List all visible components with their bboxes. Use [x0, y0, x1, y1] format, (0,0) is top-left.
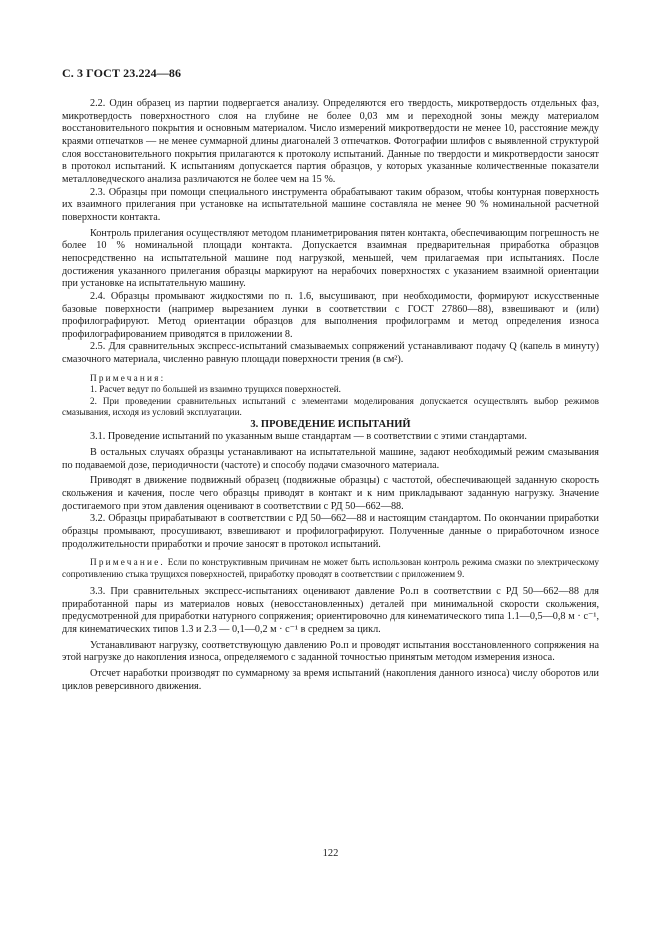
section-3-title: 3. ПРОВЕДЕНИЕ ИСПЫТАНИЙ	[250, 418, 411, 430]
paragraph-3-1-drive: Приводят в движение подвижный образец (подвижные образцы) с частотой, обеспечивающей заданную скорость скольжения и качения, после чего образцы приводят в контакт и к ним прикладывают заданную нагрузку. Значение достигаемого при этом давления оценивают в соответствии с РД 50—662—88.	[62, 475, 599, 512]
paragraph-2-3-contact-control: Контроль прилегания осуществляют методом планиметрирования пятен контакта, обеспечивающим погрешность не более 10 % номинальной площади контакта. Допускается взаимная предварительная приработка образцов непосредственно на испытательной машине под нагрузкой, меньшей, чем прилагаемая при испытаниях. После достижения указанного прилегания образцы маркируют на нерабочих поверхностях с указанием взаимной ориентации при установке на испытательную машину.	[62, 227, 599, 290]
paragraph-3-3-load: Устанавливают нагрузку, соответствующую давлению Pо.п и проводят испытания восстановленного сопряжения на этой нагрузке до накопления износа, определяемого с заданной точностью принятым методом измерения износа.	[62, 639, 599, 664]
paragraph-2-3: 2.3. Образцы при помощи специального инструмента обрабатывают таким образом, чтобы контурная поверхность их взаимного прилегания при установке на испытательной машине составляла не менее 90 % номинальной расчетной поверхности контакта.	[62, 186, 599, 223]
page-header: С. 3 ГОСТ 23.224—86	[62, 66, 182, 80]
page-number: 122	[322, 848, 339, 859]
paragraph-2-5: 2.5. Для сравнительных экспресс-испытаний смазываемых сопряжений устанавливают подачу Q (капель в минуту) смазочного материала, численно равную площади поверхности трения (в см²).	[62, 341, 599, 366]
paragraph-3-1-setup: В остальных случаях образцы устанавливают на испытательной машине, задают необходимый режим смазывания по подаваемой дозе, периодичности (частоте) и способу подачи смазочного материала.	[62, 446, 599, 471]
paragraph-3-2: 3.2. Образцы прирабатывают в соответствии с РД 50—662—88 и настоящим стандартом. По окончании приработки образцы промывают, просушивают, взвешивают и профилографируют. Полученные данные о приработочном износе продолжительности приработки и прочие заносят в протокол испытаний.	[62, 513, 599, 550]
page-content	[62, 98, 599, 693]
paragraph-2-2: 2.2. Один образец из партии подвергается анализу. Определяются его твердость, микротвердость отдельных фаз, микротвердость поверхностного слоя на глубине не более 0,03 мм и переходной зоны между материалом восстановительного покрытия и основным материалом. Число измерений микротвердости не менее 10, расстояние между краями отпечатков — не менее суммарной длины диагоналей 3 отпечатков. Фотографии шлифов с выявленной структурой слоя восстановительного покрытия прилагаются к протоколу испытаний. Данные по твердости и микротвердости заносят в протокол испытаний. К испытаниям допускается партия образцов, у которых указанные количественные показатели металловедческого анализа различаются не более чем на 15 %.	[62, 98, 599, 185]
note-2: 2. При проведении сравнительных испытаний с элементами моделирования допускается осуществлять выбор режимов смазывания, исходя из условий эксплуатации.	[62, 395, 599, 418]
note-1: 1. Расчет ведут по большей из взаимно трущихся поверхностей.	[90, 384, 341, 395]
note-3	[62, 557, 599, 580]
note-3-text: Если по конструктивным причинам не может быть использован контроль режима смазки по электрическому сопротивлению стыка трущихся поверхностей, приработку проводят в соответствии с приложением 9.	[62, 557, 599, 579]
paragraph-2-4: 2.4. Образцы промывают жидкостями по п. 1.6, высушивают, при необходимости, формируют искусственные базовые поверхности (например вырезанием лунки в соответствии с ГОСТ 27860—88), взвешивают и (или) профилографируют. Метод ориентации образцов для выполнения профилограмм и метод определения износа профилографированием приводятся в приложении 8.	[62, 290, 599, 340]
note-3-label: Примечание.	[90, 557, 165, 568]
paragraph-3-3: 3.3. При сравнительных экспресс-испытаниях оценивают давление Pо.п в соответствии с РД 50—662—88 для приработанной пары из материалов новых (невосстановленных) деталей при минимальной скорости скольжения, предусмотренной для приработки натурного сопряжения; ориентировочно для кинематического типа 1.1—0,5—0,8 м · с⁻¹, для кинематических типов 1.3 и 2.3 — 0,1—0,2 м · с⁻¹ в среднем за цикл.	[62, 585, 599, 635]
paragraph-3-1: 3.1. Проведение испытаний по указанным выше стандартам — в соответствии с этими стандартами.	[90, 431, 527, 443]
notes-label: Примечания:	[90, 372, 166, 383]
paragraph-3-3-count: Отсчет наработки производят по суммарному за время испытаний (накопления данного износа) числу оборотов или циклов реверсивного движения.	[62, 667, 599, 692]
